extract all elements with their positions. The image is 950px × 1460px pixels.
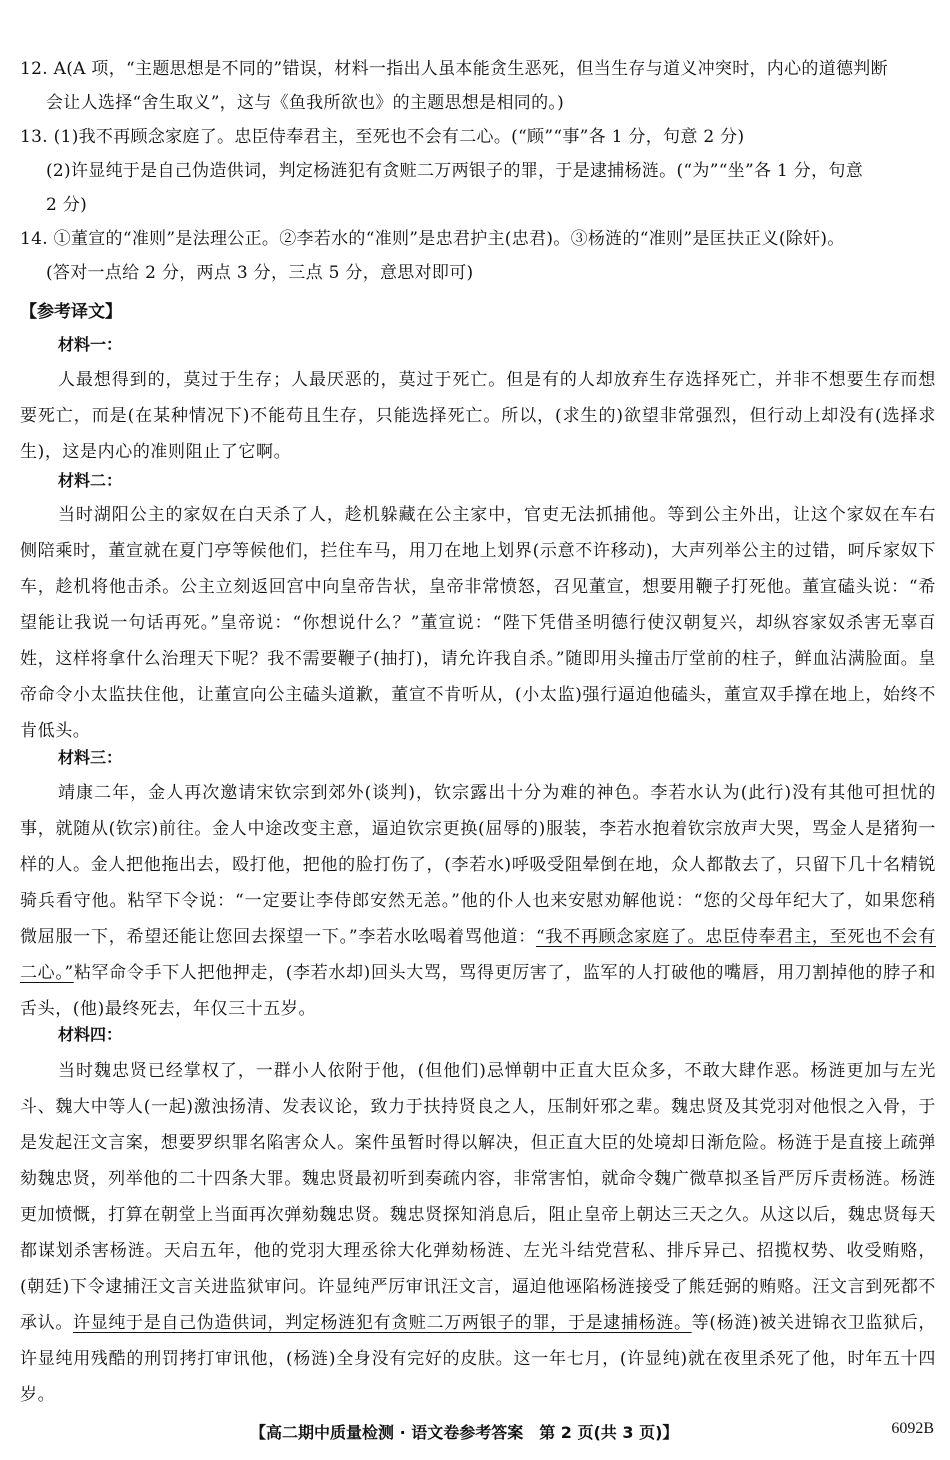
material-1-text: 人最想得到的，莫过于生存；人最厌恶的，莫过于死亡。但是有的人却放弃生存选择死亡，并非不想要生存而想要死亡，而是(在某种情况下)不能苟且生存，只能选择死亡。所以，(求生的)欲望非常强烈，但行动上却没有(选择求生)，这是内心的准则阻止了它啊。 <box>20 370 936 462</box>
material-4-text <box>20 1053 936 1413</box>
answer-12-line2: 会让人选择“舍生取义”，这与《鱼我所欲也》的主题思想是相同的。) <box>46 93 565 113</box>
material-4-underlined-sentence: 许显纯于是自己伪造供词，判定杨涟犯有贪赃二万两银子的罪，于是逮捕杨涟。 <box>73 1313 692 1333</box>
answer-14 <box>20 222 938 290</box>
material-4-text-before: 当时魏忠贤已经掌权了，一群小人依附于他，(但他们)忌惮朝中正直大臣众多，不敢大肆作恶。杨涟更加与左光斗、魏大中等人(一起)激浊扬清、发表议论，致力于扶持贤良之人，压制奸邪之辈。魏忠贤及其党羽对他恨之入骨，于是发起汪文言案，想要罗织罪名陷害众人。案件虽暂时得以解决，但正直大臣的处境却日渐危险。杨涟于是直接上疏弹劾魏忠贤，列举他的二十四条大罪。魏忠贤最初听到奏疏内容，非常害怕，就命令魏广微草拟圣旨严厉斥责杨涟。杨涟更加愤慨，打算在朝堂上当面再次弹劾魏忠贤。魏忠贤探知消息后，阻止皇帝上朝达三天之久。从这以后，魏忠贤每天都谋划杀害杨涟。天启五年，他的党羽大理丞徐大化弹劾杨涟、左光斗结党营私、排斥异己、招揽权势、收受贿赂，(朝廷)下令逮捕汪文言关进监狱审问。许显纯严厉审讯汪文言，逼迫他诬陷杨涟接受了熊廷弼的贿赂。汪文言到死都不承认。 <box>20 1061 936 1333</box>
answer-13-part1: 13. (1)我不再顾念家庭了。忠臣侍奉君主，至死也不会有二心。(“顾”“事”各 1 分，句意 2 分) <box>20 127 745 147</box>
section-title: 【参考译文】 <box>20 302 122 322</box>
material-3-underlined-sentence: “我不再顾念家庭了。忠臣侍奉君主，至死也不会有二心。” <box>20 927 936 983</box>
material-3-label: 材料三： <box>58 748 123 767</box>
answer-12-line1: 12. A(A 项，“主题思想是不同的”错误，材料一指出人虽本能贪生恶死，但当生存与道义冲突时，内心的道德判断 <box>20 59 888 79</box>
material-3-text <box>20 775 936 1027</box>
material-1-label: 材料一： <box>58 335 123 354</box>
material-4-text-after: 等(杨涟)被关进锦衣卫监狱后，许显纯用残酷的刑罚拷打审讯他，(杨涟)全身没有完好的皮肤。这一年七月，(许显纯)就在夜里杀死了他，时年五十四岁。 <box>20 1313 936 1405</box>
answer-13-part2-line2: 2 分) <box>46 195 88 215</box>
footer-code: 6092B <box>891 1420 934 1437</box>
answer-13-part2-line1: (2)许显纯于是自己伪造供词，判定杨涟犯有贪赃二万两银子的罪，于是逮捕杨涟。(“为”“坐”各 1 分，句意 <box>46 161 863 181</box>
material-3-text-before: 靖康二年，金人再次邀请宋钦宗到郊外(谈判)，钦宗露出十分为难的神色。李若水认为(此行)没有其他可担忧的事，就随从(钦宗)前往。金人中途改变主意，逼迫钦宗更换(屈辱的)服装，李若水抱着钦宗放声大哭，骂金人是猪狗一样的人。金人把他拖出去，殴打他，把他的脸打伤了，(李若水)呼吸受阻晕倒在地，众人都散去了，只留下几十名精锐骑兵看守他。粘罕下令说：“一定要让李侍郎安然无恙。”他的仆人也来安慰劝解他说：“您的父母年纪大了，如果您稍微屈服一下，希望还能让您回去探望一下。”李若水吆喝着骂他道： <box>20 783 936 947</box>
footer-title: 【高二期中质量检测 · 语文卷参考答案 第 2 页(共 3 页)】 <box>250 1423 679 1442</box>
answer-14-line2: (答对一点给 2 分，两点 3 分，三点 5 分，意思对即可) <box>46 263 474 283</box>
answer-14-line1: 14. ①董宣的“准则”是法理公正。②李若水的“准则”是忠君护主(忠君)。③杨涟的“准则”是匡扶正义(除奸)。 <box>20 229 845 249</box>
answer-12 <box>20 52 938 120</box>
material-3-text-after: 粘罕命令手下人把他押走，(李若水却)回头大骂，骂得更厉害了，监军的人打破他的嘴唇，用刀割掉他的脖子和舌头，(他)最终死去，年仅三十五岁。 <box>20 963 937 1019</box>
page-footer <box>0 1420 950 1444</box>
material-2-label: 材料二： <box>58 471 123 490</box>
material-4-label: 材料四： <box>58 1025 123 1044</box>
material-2-text: 当时湖阳公主的家奴在白天杀了人，趁机躲藏在公主家中，官吏无法抓捕他。等到公主外出，让这个家奴在车右侧陪乘时，董宣就在夏门亭等候他们，拦住车马，用刀在地上划界(示意不许移动)，大声列举公主的过错，呵斥家奴下车，趁机将他击杀。公主立刻返回宫中向皇帝告状，皇帝非常愤怒，召见董宣，想要用鞭子打死他。董宣磕头说：“希望能让我说一句话再死。”皇帝说：“你想说什么？”董宣说：“陛下凭借圣明德行使汉朝复兴，却纵容家奴杀害无辜百姓，这样将拿什么治理天下呢？我不需要鞭子(抽打)，请允许我自杀。”随即用头撞击厅堂前的柱子，鲜血沾满脸面。皇帝命令小太监扶住他，让董宣向公主磕头道歉，董宣不肯听从，(小太监)强行逼迫他磕头，董宣双手撑在地上，始终不肯低头。 <box>20 505 936 741</box>
answer-13 <box>20 120 938 222</box>
